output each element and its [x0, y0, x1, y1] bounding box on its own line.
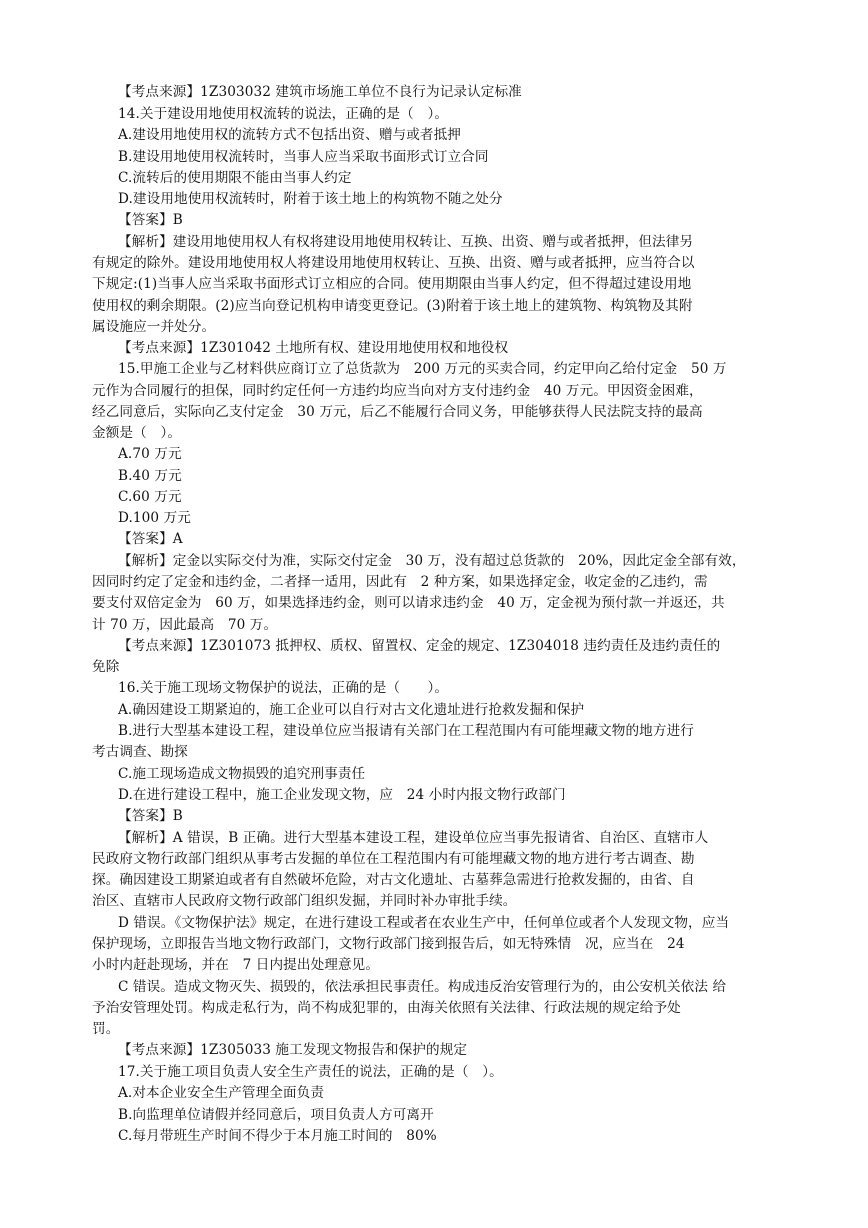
- option-b: B.向监理单位请假并经同意后，项目负责人方可离开: [118, 1107, 434, 1123]
- analysis-continued: 有规定的除外。建设用地使用权人将建设用地使用权转让、互换、出资、赠与或者抵押，应当符合以: [92, 255, 695, 271]
- analysis-continued: 要支付双倍定金为 60 万，如果选择违约金，则可以请求违约金 40 万，定金视为预付款一并返还，共: [92, 595, 725, 611]
- option-a: A.建设用地使用权的流转方式不包括出资、赠与或者抵押: [118, 127, 461, 143]
- answer: 【答案】B: [118, 212, 183, 228]
- analysis-continued: 小时内赶赴现场，并在 7 日内提出处理意见。: [92, 957, 380, 973]
- analysis: 【解析】A 错误，B 正确。进行大型基本建设工程，建设单位应当事先报请省、自治区、直辖市人: [118, 830, 709, 846]
- question-continued: 金额是（ ）。: [92, 425, 182, 441]
- option-d: D.建设用地使用权流转时，附着于该土地上的构筑物不随之处分: [118, 191, 503, 207]
- option-c: C.60 万元: [118, 489, 182, 505]
- analysis: 【解析】定金以实际交付为准，实际交付定金 30 万，没有超过总货款的 20%，因此定金全部有效，: [118, 553, 746, 569]
- question-14: 14.关于建设用地使用权流转的说法，正确的是（ ）。: [118, 106, 449, 122]
- analysis-continued: 因同时约定了定金和违约金，二者择一适用，因此有 2 种方案，如果选择定金，收定金的乙违约，需: [92, 574, 708, 590]
- analysis: 【解析】建设用地使用权人有权将建设用地使用权转让、互换、出资、赠与或者抵押，但法律另: [118, 234, 694, 250]
- option-c: C.流转后的使用期限不能由当事人约定: [118, 170, 352, 186]
- option-b-continued: 考古调查、勘探: [92, 744, 188, 760]
- source-note: 【考点来源】1Z303032 建筑市场施工单位不良行为记录认定标准: [118, 84, 522, 100]
- answer: 【答案】A: [118, 531, 183, 547]
- question-continued: 经乙同意后，实际向乙支付定金 30 万元，后乙不能履行合同义务，甲能够获得人民法院支持的最高: [92, 404, 703, 420]
- analysis-continued: 民政府文物行政部门组织从事考古发掘的单位在工程范围内有可能埋藏文物的地方进行考古调查、勘: [92, 851, 695, 867]
- answer: 【答案】B: [118, 808, 183, 824]
- option-b: B.建设用地使用权流转时，当事人应当采取书面形式订立合同: [118, 149, 489, 165]
- option-d: D.在进行建设工程中，施工企业发现文物，应 24 小时内报文物行政部门: [118, 787, 566, 803]
- analysis-continued: 治区、直辖市人民政府文物行政部门组织发掘，并同时补办审批手续。: [92, 893, 517, 909]
- option-a: A.对本企业安全生产管理全面负责: [118, 1085, 325, 1101]
- source-note-continued: 免除: [92, 659, 120, 675]
- analysis-continued: 罚。: [92, 1021, 120, 1037]
- question-15: 15.甲施工企业与乙材料供应商订立了总货款为 200 万元的买卖合同，约定甲向乙给付定金 50 万: [118, 361, 727, 377]
- option-c: C.每月带班生产时间不得少于本月施工时间的 80%: [118, 1128, 437, 1144]
- analysis-continued: 保护现场，立即报告当地文物行政部门，文物行政部门接到报告后，如无特殊情 况，应当在 24: [92, 936, 685, 952]
- analysis-continued: 探。确因建设工期紧迫或者有自然破坏危险，对古文化遗址、古墓葬急需进行抢救发掘的，由省、自: [92, 872, 695, 888]
- option-a: A.70 万元: [118, 446, 182, 462]
- analysis-continued: 计 70 万，因此最高 70 万。: [92, 617, 278, 633]
- analysis-continued: 予治安管理处罚。构成走私行为，尚不构成犯罪的，由海关依照有关法律、行政法规的规定给予处: [92, 1000, 681, 1016]
- analysis-c: C 错误。造成文物灭失、损毁的，依法承担民事责任。构成违反治安管理行为的，由公安机关依法 给: [118, 979, 727, 995]
- analysis-continued: 使用权的剩余期限。(2)应当向登记机构申请变更登记。(3)附着于该土地上的建筑物、构筑物及其附: [92, 298, 693, 314]
- question-17: 17.关于施工项目负责人安全生产责任的说法，正确的是（ ）。: [118, 1064, 503, 1080]
- source-note: 【考点来源】1Z301042 土地所有权、建设用地使用权和地役权: [118, 340, 509, 356]
- option-c: C.施工现场造成文物损毁的追究刑事责任: [118, 766, 366, 782]
- analysis-d: D 错误。《文物保护法》规定，在进行建设工程或者在农业生产中，任何单位或者个人发现文物，应当: [118, 915, 730, 931]
- source-note: 【考点来源】1Z301073 抵押权、质权、留置权、定金的规定、1Z304018 违约责任及违约责任的: [118, 638, 721, 654]
- option-d: D.100 万元: [118, 510, 191, 526]
- option-b: B.40 万元: [118, 468, 182, 484]
- question-16: 16.关于施工现场文物保护的说法，正确的是（ ）。: [118, 680, 449, 696]
- option-b: B.进行大型基本建设工程，建设单位应当报请有关部门在工程范围内有可能埋藏文物的地方进行: [118, 723, 694, 739]
- analysis-continued: 属设施应一并处分。: [92, 319, 216, 335]
- question-continued: 元作为合同履行的担保，同时约定任何一方违约均应当向对方支付违约金 40 万元。甲因资金困难，: [92, 383, 703, 399]
- analysis-continued: 下规定:(1)当事人应当采取书面形式订立相应的合同。使用期限由当事人约定，但不得超过建设用地: [92, 276, 692, 292]
- source-note: 【考点来源】1Z305033 施工发现文物报告和保护的规定: [118, 1042, 468, 1058]
- option-a: A.确因建设工期紧迫的，施工企业可以自行对古文化遗址进行抢救发掘和保护: [118, 702, 585, 718]
